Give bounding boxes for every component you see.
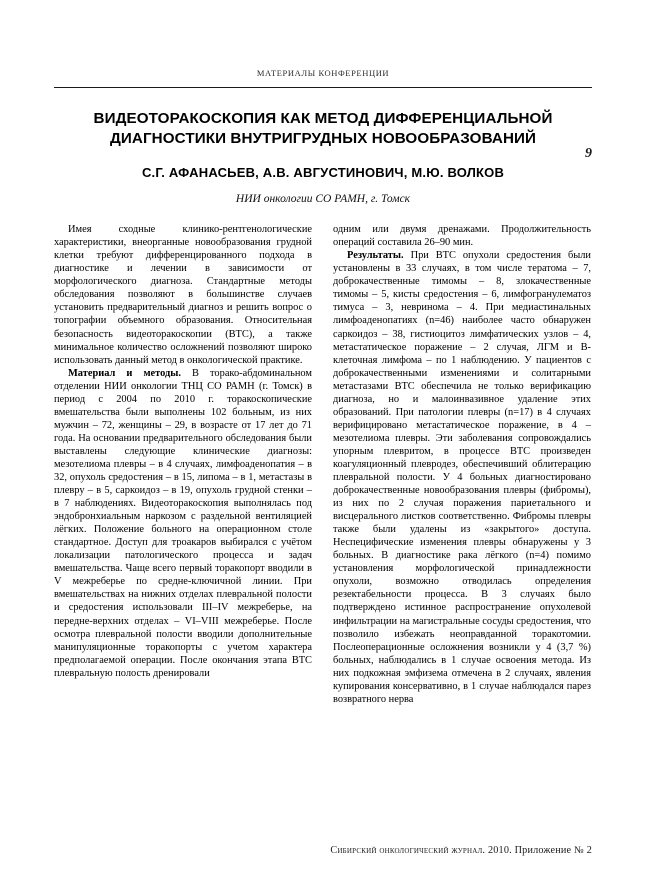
footer-journal: Сибирский онкологический журнал.	[330, 845, 486, 856]
page-title	[54, 109, 592, 149]
footer-issue: 2010. Приложение № 2	[487, 845, 592, 856]
footer	[54, 845, 592, 856]
page-number: 9	[585, 146, 592, 161]
page	[0, 68, 646, 888]
column-right	[333, 223, 591, 706]
title-line-1: ВИДЕОТОРАКОСКОПИЯ КАК МЕТОД ДИФФЕРЕНЦИАЛЬНОЙ	[93, 110, 553, 127]
paragraph: Материал и методы. В торако-абдоминальном отделении НИИ онкологии ТНЦ СО РАМН (г. Томск) в период с 2004 по 2010 г. торакоскопические вмешательства были выполнены 102 больным, из них мужчин – 72, женщины – 29, в возрасте от 17 лет до 71 года. На основании предварительного обследования были выставлены следующие клинические диагнозы: мезотелиома плевры – в 4 случаях, лимфоаденопатия – в 32, опухоль средостения – в 15, липома – в 1, метастазы в плевру – в 5, саркоидоз – в 19, опухоль грудной стенки – в 7 наблюдениях. Видеоторакоскопия выполнялась под эндобронхиальным наркозом с раздельной вентиляцией лёгких. Положение больного на операционном столе стандартное. Доступ для троакаров выбирался с учётом локализации патологического процесса и задач вмешательства. Чаще всего первый торакопорт вводили в V межреберье по средне-ключичной линии. При вмешательствах на нижних отделах плевральной полости и средостения использовали III–IV межреберье, на передне-верхних отделах – VI–VIII межреберье. После осмотра плевральной полости вводили дополнительные манипуляционные торакопорты с учетом характера предполагаемой операции. После окончания этапа ВТС плевральную полость дренировали	[54, 367, 312, 679]
header-rule	[54, 87, 592, 88]
column-left	[54, 223, 312, 680]
title-line-2: ДИАГНОСТИКИ ВНУТРИГРУДНЫХ НОВООБРАЗОВАНИЙ	[109, 130, 537, 148]
body-columns	[54, 223, 592, 706]
authors: С.Г. АФАНАСЬЕВ, А.В. АВГУСТИНОВИЧ, М.Ю. ВОЛКОВ	[141, 165, 505, 181]
paragraph: Результаты. При ВТС опухоли средостения были установлены в 33 случаях, в том числе тератома – 7, доброкачественные тимомы – 8, злокачественные тимомы – 5, кисты средостения – 6, лимфогранулематоз тимуса – 3, невринома – 4. При медиастинальных лимфоаденопатиях (n=46) наиболее часто обнаружен саркоидоз – 38, гистиоцитоз лимфатических узлов – 4, метастатическое поражение – 2 случая, ЛГМ и В-клеточная лимфома – по 1 наблюдению. У пациентов с доброкачественными изменениями и солитарными метастазами ВТС обеспечила не только верификацию диагноза, но и малоинвазивное удаление этих образований. При патологии плевры (n=17) в 4 случаях верифицировано метастатическое поражение, в 4 – мезотелиома плевры. Эти заболевания сопровождались упорным плевритом, в процессе ВТС произведен коагуляционный плевродез, обеспечивший облитерацию плевральной полости. У 4 больных диагностировано доброкачественные новообразования плевры (фибромы), из них по 2 случая поражения париетального и висцерального листков соответственно. Фибромы плевры также были удалены из «закрытого» доступа. Неспецифические изменения плевры обнаружены у 3 больных. В диагностике рака лёгкого (n=4) помимо установления морфологической принадлежности опухоли, возможно отводилась определения резектабельности процесса. В 3 случаях было подтверждено истинное распространение опухолевой инфильтрации на магистральные сосуды средостения, что позволило избежать неоправданной торакотомии. Послеоперационные осложнения возникли у 4 (3,7 %) больных, наблюдались в 1 случае освоения метода. Из них подкожная эмфизема отмечена в 2 случаях, явления купирования консервативно, в 1 случае наблюдался парез возвратного нерва	[333, 250, 591, 705]
paragraph: Имея сходные клинико-рентгенологические характеристики, внеорганные новообразования грудной клетки требуют дифференцированного подхода в диагностике и лечении в зависимости от морфологического диагноза. Стандартные методы обследования позволяют в большинстве случаев установить предварительный диагноз и решить вопрос о топографии объемного образования. Относительная безопасность видеоторакоскопии (ВТС), а также минимальное количество осложнений позволяют широко использовать данный метод в онкологической практике.	[54, 224, 312, 366]
affiliation: НИИ онкологии СО РАМН, г. Томск	[235, 193, 411, 206]
running-head: МАТЕРИАЛЫ КОНФЕРЕНЦИИ	[256, 68, 390, 78]
paragraph: одним или двумя дренажами. Продолжительность операций составила 26–90 мин.	[333, 224, 591, 249]
